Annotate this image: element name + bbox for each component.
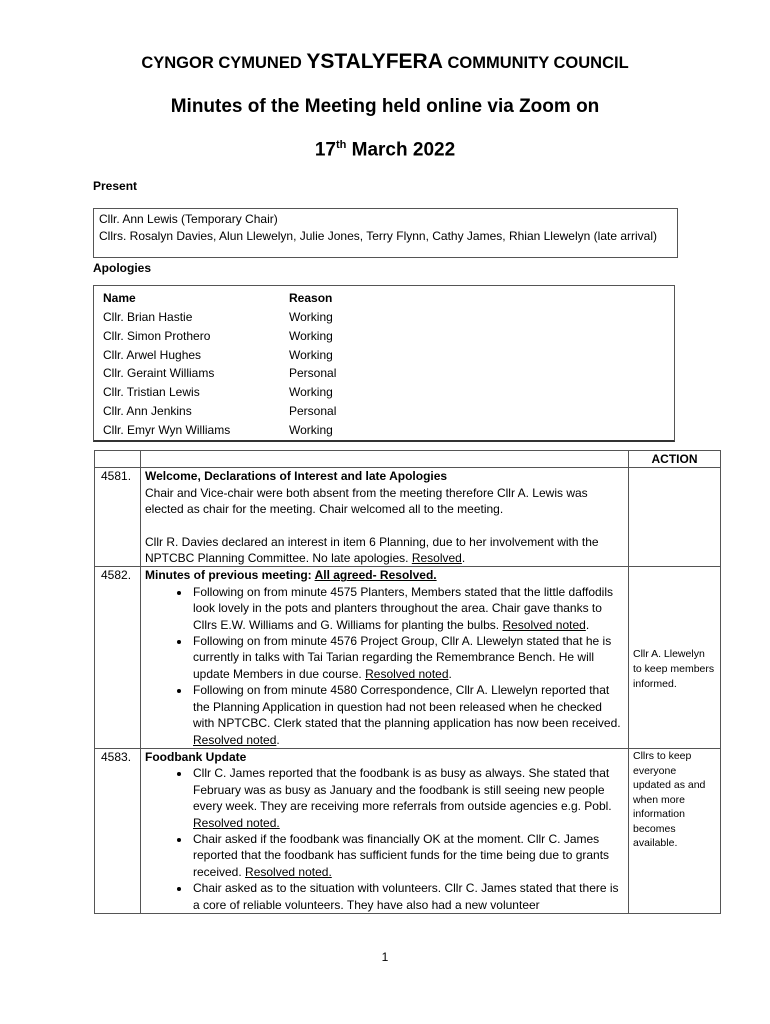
minute-title: Minutes of previous meeting: All agreed- Resolved.: [145, 568, 437, 583]
apology-reason: Personal: [289, 366, 337, 380]
minute-number: 4581.: [95, 468, 141, 567]
page-number: 1: [381, 950, 389, 964]
apology-name: Cllr. Geraint Williams: [103, 366, 215, 380]
resolved-text: Resolved noted: [193, 732, 277, 747]
present-box: [93, 208, 678, 258]
resolved-text: Resolved: [411, 551, 462, 566]
apologies-col-reason: Reason: [289, 291, 333, 305]
apology-name: Cllr. Emyr Wyn Williams: [103, 423, 231, 437]
apologies-box: [93, 285, 675, 442]
minute-item-4583: [95, 748, 721, 913]
apologies-header-row: [94, 289, 674, 308]
apology-row: [94, 421, 674, 440]
apologies-col-name: Name: [103, 291, 136, 305]
apology-row: [94, 402, 674, 421]
action-text: Cllrs to keep everyone updated as and when more information becomes available.: [633, 749, 706, 850]
minute-action: [629, 468, 721, 567]
minute-bullet: • Chair asked as to the situation with volunteers. Cllr C. James stated that there is a core of reliable volunteers. They have also had a new volunteer: [191, 880, 624, 913]
date-suffix: th: [335, 139, 347, 151]
apology-reason: Working: [289, 329, 333, 343]
present-members: Cllrs. Rosalyn Davies, Alun Llewelyn, Julie Jones, Terry Flynn, Cathy James, Rhian Llewelyn (late arrival): [99, 228, 657, 243]
minute-bullet: • Cllr C. James reported that the foodbank is as busy as always. She stated that February was as busy as January and the foodbank is still seeing new people every week. They are receiving more referrals from outside agencies e.g. Pobl. Resolved noted.: [191, 765, 624, 831]
minute-number: 4583.: [95, 748, 141, 913]
minute-title: Welcome, Declarations of Interest and late Apologies: [145, 469, 448, 484]
minute-body: [141, 468, 629, 567]
council-name: YSTALYFERA: [306, 50, 443, 73]
apology-name: Cllr. Simon Prothero: [103, 329, 211, 343]
apology-name: Cllr. Brian Hastie: [103, 310, 193, 324]
minute-item-4582: [95, 567, 721, 748]
apology-reason: Working: [289, 310, 333, 324]
minute-paragraph: Chair and Vice-chair were both absent from the meeting therefore Cllr A. Lewis was elected as chair for the meeting. Chair welcomed all to the meeting.: [145, 485, 588, 517]
minute-paragraph: Cllr R. Davies declared an interest in item 6 Planning, due to her involvement with the NPTCBC Planning Committee. No late apologies. Resolved.: [145, 534, 599, 566]
apology-name: Cllr. Tristian Lewis: [103, 385, 200, 399]
apology-reason: Working: [289, 423, 333, 437]
apology-name: Cllr. Arwel Hughes: [103, 348, 202, 362]
resolved-text: All agreed- Resolved.: [314, 568, 437, 583]
minute-bullet: • Following on from minute 4575 Planters, Members stated that the little daffodils look lovely in the pots and planters throughout the area. Chair gave thanks to Cllrs E.W. Williams and G. Williams for planting the bulbs. Resolved noted.: [191, 584, 624, 633]
action-text: Cllr A. Llewelyn to keep members informed.: [633, 648, 715, 690]
date-rest: March 2022: [351, 139, 456, 161]
apology-name: Cllr. Ann Jenkins: [103, 404, 192, 418]
meeting-date: [0, 139, 770, 161]
apology-row: [94, 308, 674, 327]
resolved-text: Resolved noted: [365, 666, 449, 681]
minute-bullets: [145, 765, 624, 913]
minute-bullet: • Following on from minute 4576 Project Group, Cllr A. Llewelyn stated that he is currently in talks with Tai Tarian regarding the Remembrance Bench. He will update Members in due course. Resolved noted.: [191, 633, 624, 682]
council-prefix: CYNGOR CYMUNED: [141, 54, 302, 72]
apology-reason: Working: [289, 385, 333, 399]
minute-bullet: • Following on from minute 4580 Correspondence, Cllr A. Llewelyn reported that the Planning Application in question had not been released when he checked with NPTCBC. Clerk stated that the planning application has now been received. Resolved noted.: [191, 682, 624, 748]
apology-reason: Working: [289, 348, 333, 362]
minutes-table: [94, 450, 721, 914]
apology-reason: Personal: [289, 404, 337, 418]
minute-body: [141, 748, 629, 913]
apologies-label: Apologies: [93, 261, 152, 275]
minute-bullets: [145, 584, 624, 748]
minute-title: Foodbank Update: [145, 749, 247, 764]
date-day: 17: [314, 139, 336, 161]
minutes-header-row: [95, 451, 721, 468]
resolved-text: Resolved noted.: [193, 815, 280, 830]
resolved-text: Resolved noted: [502, 617, 586, 632]
minute-item-4581: [95, 468, 721, 567]
minute-body: [141, 567, 629, 748]
apology-row: [94, 383, 674, 402]
apology-row: [94, 346, 674, 365]
council-suffix: COMMUNITY COUNCIL: [447, 54, 629, 72]
action-header: ACTION: [629, 451, 721, 468]
minute-action: [629, 567, 721, 748]
minute-number: 4582.: [95, 567, 141, 748]
apology-row: [94, 364, 674, 383]
minute-bullet: • Chair asked if the foodbank was financially OK at the moment. Cllr C. James reported that the foodbank has sufficient funds for the time being due to grants received. Resolved noted.: [191, 831, 624, 880]
council-heading: [0, 50, 770, 74]
resolved-text: Resolved noted.: [245, 864, 332, 879]
present-label: Present: [93, 179, 138, 193]
minute-action: [629, 748, 721, 913]
apology-row: [94, 327, 674, 346]
meeting-subtitle: Minutes of the Meeting held online via Zoom on: [170, 96, 600, 117]
present-chair: Cllr. Ann Lewis (Temporary Chair): [99, 212, 278, 226]
